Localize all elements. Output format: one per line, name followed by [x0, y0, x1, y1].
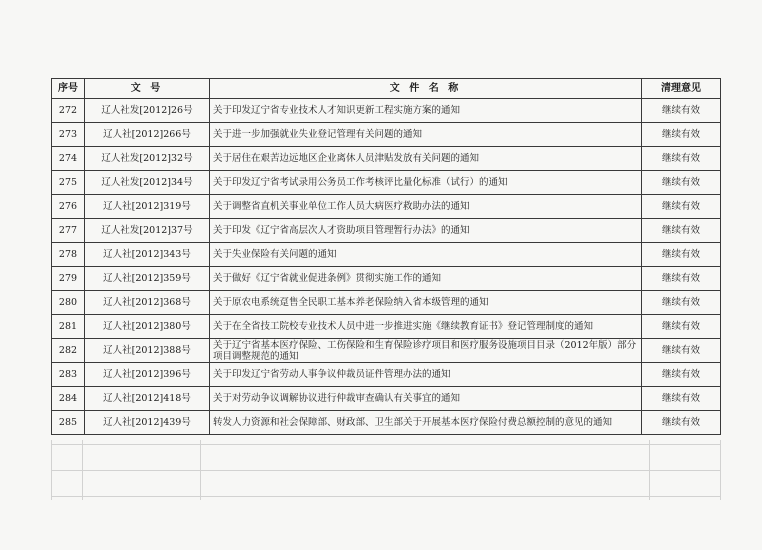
row-doc-number: 辽人社[2012]359号 — [85, 267, 210, 291]
row-opinion: 继续有效 — [642, 171, 721, 195]
row-doc-title: 关于失业保险有关问题的通知 — [210, 243, 642, 267]
header-title: 文 件 名 称 — [210, 79, 642, 99]
table-row — [52, 147, 721, 171]
row-doc-number: 辽人社发[2012]34号 — [85, 171, 210, 195]
row-opinion: 继续有效 — [642, 219, 721, 243]
row-doc-number: 辽人社[2012]266号 — [85, 123, 210, 147]
row-no: 272 — [52, 99, 85, 123]
header-no: 序号 — [52, 79, 85, 99]
table-row — [52, 315, 721, 339]
row-doc-number: 辽人社[2012]319号 — [85, 195, 210, 219]
table-row — [52, 243, 721, 267]
row-doc-title: 关于进一步加强就业失业登记管理有关问题的通知 — [210, 123, 642, 147]
header-code: 文 号 — [85, 79, 210, 99]
row-doc-title: 关于辽宁省基本医疗保险、工伤保险和生育保险诊疗项目和医疗服务设施项目目录（2012年版）部分项目调整规范的通知 — [210, 339, 642, 363]
table-header-row — [52, 79, 721, 99]
row-no: 277 — [52, 219, 85, 243]
row-doc-number: 辽人社[2012]388号 — [85, 339, 210, 363]
table-row — [52, 171, 721, 195]
row-doc-title: 关于在全省技工院校专业技术人员中进一步推进实施《继续教育证书》登记管理制度的通知 — [210, 315, 642, 339]
row-doc-title: 关于调整省直机关事业单位工作人员大病医疗救助办法的通知 — [210, 195, 642, 219]
row-doc-title: 转发人力资源和社会保障部、财政部、卫生部关于开展基本医疗保险付费总额控制的意见的通知 — [210, 411, 642, 435]
table-row — [52, 195, 721, 219]
row-doc-number: 辽人社[2012]343号 — [85, 243, 210, 267]
row-opinion: 继续有效 — [642, 339, 721, 363]
row-opinion: 继续有效 — [642, 123, 721, 147]
row-doc-title: 关于做好《辽宁省就业促进条例》贯彻实施工作的通知 — [210, 267, 642, 291]
row-doc-title: 关于对劳动争议调解协议进行仲裁审查确认有关事宜的通知 — [210, 387, 642, 411]
row-doc-title: 关于原农电系统趸售全民职工基本养老保险纳入省本级管理的通知 — [210, 291, 642, 315]
header-opinion: 清理意见 — [642, 79, 721, 99]
table-row — [52, 219, 721, 243]
row-doc-number: 辽人社[2012]418号 — [85, 387, 210, 411]
row-doc-title: 关于印发《辽宁省高层次人才资助项目管理暂行办法》的通知 — [210, 219, 642, 243]
row-doc-number: 辽人社发[2012]32号 — [85, 147, 210, 171]
row-doc-title: 关于印发辽宁省劳动人事争议仲裁员证件管理办法的通知 — [210, 363, 642, 387]
table-row — [52, 291, 721, 315]
row-opinion: 继续有效 — [642, 315, 721, 339]
row-doc-title: 关于印发辽宁省专业技术人才知识更新工程实施方案的通知 — [210, 99, 642, 123]
row-opinion: 继续有效 — [642, 243, 721, 267]
row-opinion: 继续有效 — [642, 363, 721, 387]
row-no: 273 — [52, 123, 85, 147]
row-no: 275 — [52, 171, 85, 195]
row-doc-number: 辽人社发[2012]26号 — [85, 99, 210, 123]
row-no: 279 — [52, 267, 85, 291]
row-no: 285 — [52, 411, 85, 435]
row-doc-number: 辽人社[2012]380号 — [85, 315, 210, 339]
row-doc-number: 辽人社[2012]368号 — [85, 291, 210, 315]
row-opinion: 继续有效 — [642, 99, 721, 123]
row-no: 284 — [52, 387, 85, 411]
row-doc-title: 关于印发辽宁省考试录用公务员工作考核评比量化标准（试行）的通知 — [210, 171, 642, 195]
table-row — [52, 267, 721, 291]
row-no: 283 — [52, 363, 85, 387]
row-no: 282 — [52, 339, 85, 363]
row-opinion: 继续有效 — [642, 267, 721, 291]
row-opinion: 继续有效 — [642, 195, 721, 219]
table-row — [52, 387, 721, 411]
document-table — [51, 78, 721, 435]
table-body — [52, 99, 721, 435]
row-opinion: 继续有效 — [642, 387, 721, 411]
row-doc-number: 辽人社[2012]396号 — [85, 363, 210, 387]
row-no: 276 — [52, 195, 85, 219]
row-no: 280 — [52, 291, 85, 315]
table-row — [52, 411, 721, 435]
row-opinion: 继续有效 — [642, 147, 721, 171]
row-opinion: 继续有效 — [642, 411, 721, 435]
table-row — [52, 363, 721, 387]
table-row — [52, 339, 721, 363]
table-row — [52, 99, 721, 123]
bleed-through-shadow — [51, 440, 721, 500]
row-no: 281 — [52, 315, 85, 339]
row-doc-number: 辽人社发[2012]37号 — [85, 219, 210, 243]
row-opinion: 继续有效 — [642, 291, 721, 315]
row-no: 278 — [52, 243, 85, 267]
row-doc-number: 辽人社[2012]439号 — [85, 411, 210, 435]
row-no: 274 — [52, 147, 85, 171]
table-row — [52, 123, 721, 147]
row-doc-title: 关于居住在艰苦边远地区企业离休人员津贴发放有关问题的通知 — [210, 147, 642, 171]
